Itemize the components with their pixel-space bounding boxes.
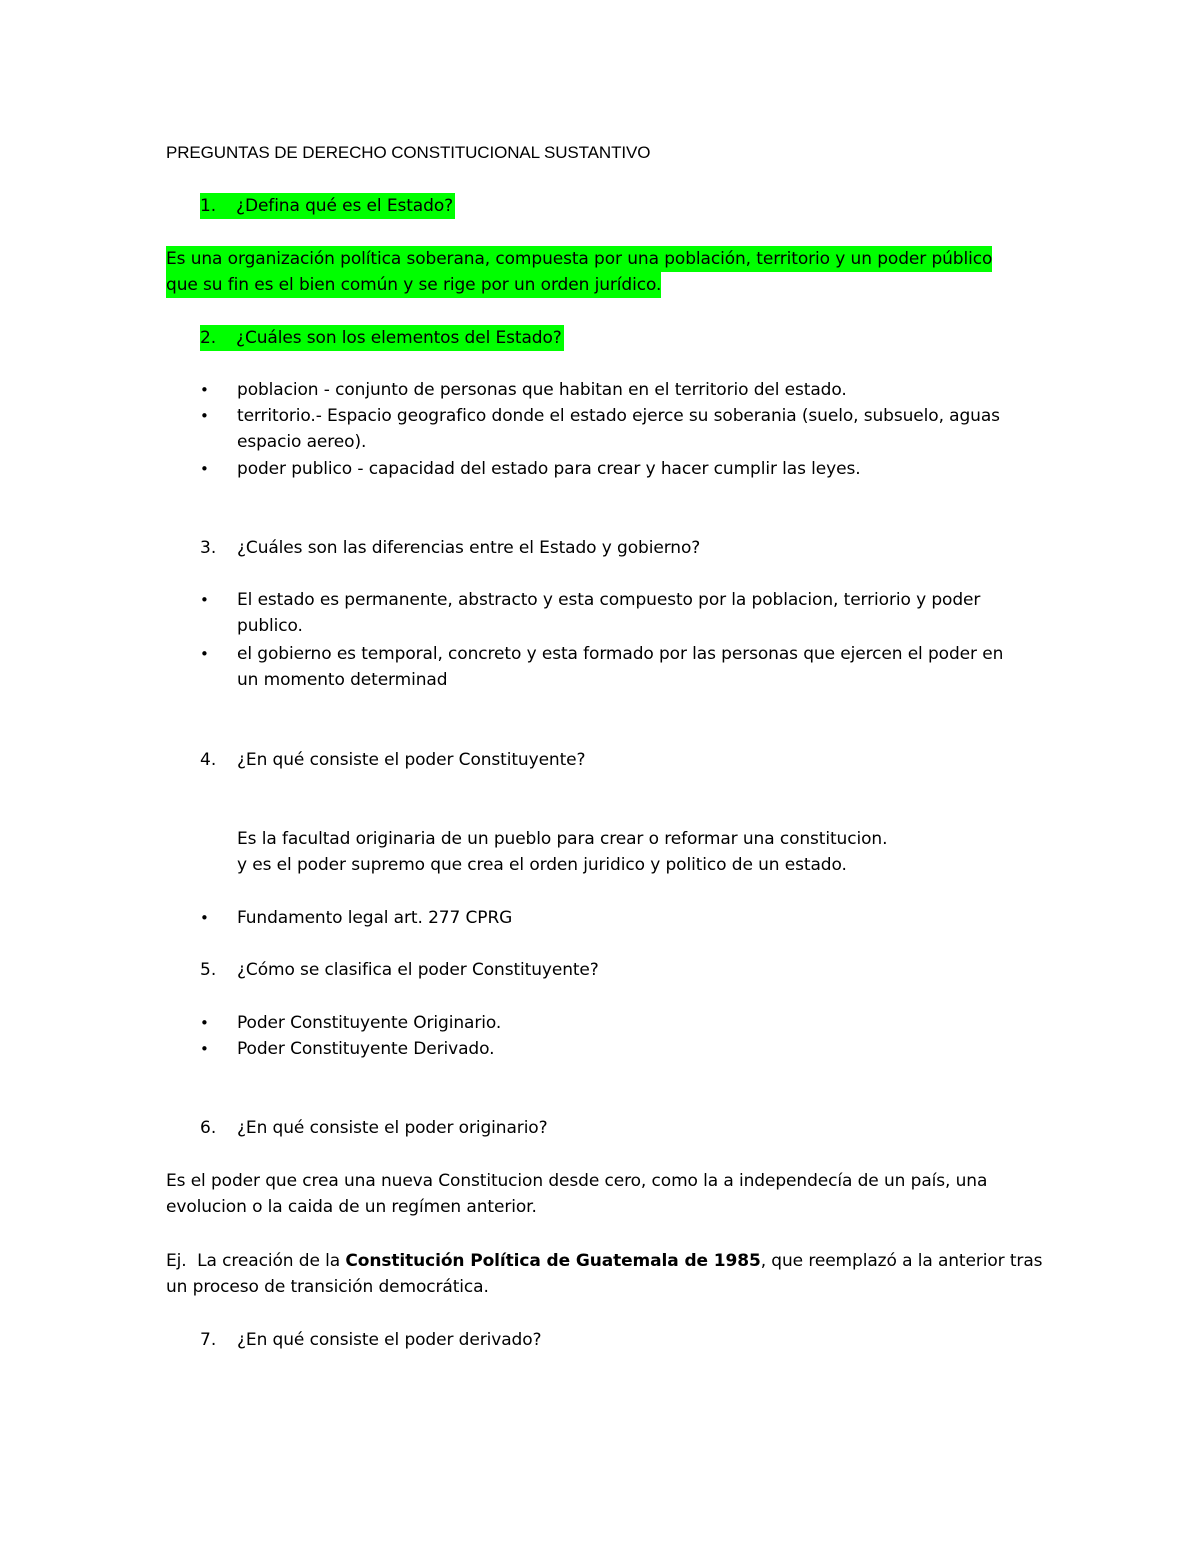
answer-6-line-2: evolucion o la caida de un regímen anterior.	[166, 1197, 537, 1217]
answer-2-item-3: poder publico - capacidad del estado para crear y hacer cumplir las leyes.	[237, 459, 861, 479]
answer-6-line-1: Es el poder que crea una nueva Constitucion desde cero, como la a independecía de un país, una	[166, 1171, 988, 1191]
question-7-number: 7.	[200, 1330, 217, 1350]
question-7-text: ¿En qué consiste el poder derivado?	[237, 1330, 542, 1350]
bullet-icon: •	[200, 407, 209, 425]
answer-4-line-2: y es el poder supremo que crea el orden juridico y politico de un estado.	[237, 855, 847, 875]
question-4-number: 4.	[200, 750, 217, 770]
answer-3-item-1: El estado es permanente, abstracto y esta compuesto por la poblacion, terriorio y poder	[237, 590, 981, 610]
question-1-number: 1.	[200, 196, 217, 216]
question-2-number: 2.	[200, 328, 217, 348]
question-6-number: 6.	[200, 1118, 217, 1138]
bullet-icon: •	[200, 591, 209, 609]
question-4-text: ¿En qué consiste el poder Constituyente?	[237, 750, 586, 770]
question-3-number: 3.	[200, 538, 217, 558]
example-prefix: Ej. La creación de la	[166, 1251, 346, 1271]
question-5-number: 5.	[200, 960, 217, 980]
answer-3-item-2: el gobierno es temporal, concreto y esta formado por las personas que ejercen el poder en	[237, 644, 1004, 664]
example-constitution-name: Constitución Política de Guatemala de 1985	[345, 1251, 761, 1271]
answer-5-item-1: Poder Constituyente Originario.	[237, 1013, 502, 1033]
example-line-2: un proceso de transición democrática.	[166, 1277, 489, 1297]
question-2	[200, 325, 564, 351]
answer-2-item-1: poblacion - conjunto de personas que habitan en el territorio del estado.	[237, 380, 847, 400]
bullet-icon: •	[200, 1040, 209, 1058]
answer-2-item-2: territorio.- Espacio geografico donde el estado ejerce su soberania (suelo, subsuelo, aguas	[237, 406, 1000, 426]
answer-2-item-2-cont: espacio aereo).	[237, 432, 367, 452]
answer-4-line-1: Es la facultad originaria de un pueblo para crear o reformar una constitucion.	[237, 829, 888, 849]
answer-4-legal-basis: Fundamento legal art. 277 CPRG	[237, 908, 513, 928]
example-line-1	[166, 1248, 1042, 1274]
question-3-text: ¿Cuáles son las diferencias entre el Estado y gobierno?	[237, 538, 701, 558]
answer-3-item-2-cont: un momento determinad	[237, 670, 448, 690]
question-6-text: ¿En qué consiste el poder originario?	[237, 1118, 548, 1138]
bullet-icon: •	[200, 381, 209, 399]
answer-5-item-2: Poder Constituyente Derivado.	[237, 1039, 495, 1059]
document-title: PREGUNTAS DE DERECHO CONSTITUCIONAL SUSTANTIVO	[166, 143, 651, 162]
question-2-text: ¿Cuáles son los elementos del Estado?	[236, 328, 562, 348]
answer-1-line-2: que su fin es el bien común y se rige por un orden jurídico.	[166, 272, 661, 298]
question-5-text: ¿Cómo se clasifica el poder Constituyente?	[237, 960, 599, 980]
question-1-text: ¿Defina qué es el Estado?	[236, 196, 454, 216]
bullet-icon: •	[200, 1014, 209, 1032]
question-1	[200, 193, 455, 219]
bullet-icon: •	[200, 909, 209, 927]
bullet-icon: •	[200, 645, 209, 663]
answer-3-item-1-cont: publico.	[237, 616, 303, 636]
bullet-icon: •	[200, 460, 209, 478]
answer-1-line-1: Es una organización política soberana, compuesta por una población, territorio y un poder público	[166, 246, 992, 272]
example-suffix: , que reemplazó a la anterior tras	[760, 1251, 1043, 1271]
